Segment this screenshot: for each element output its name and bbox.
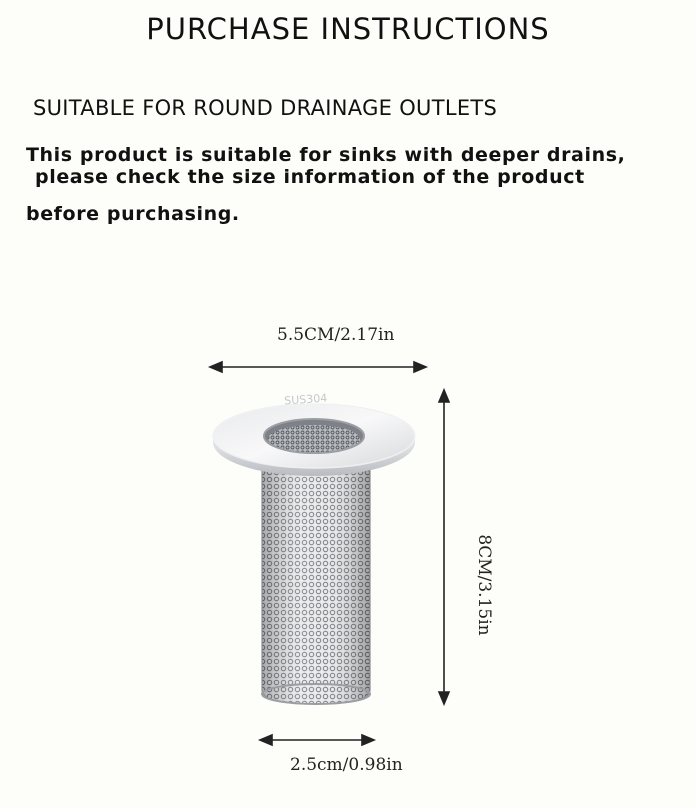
bottom-width-arrow <box>260 735 374 745</box>
flange <box>213 404 415 476</box>
description-line-1: This product is suitable for sinks with deeper drains, <box>26 144 626 166</box>
page-title: PURCHASE INSTRUCTIONS <box>146 12 550 46</box>
height-label: 8CM/3.15in <box>474 534 494 636</box>
top-width-label: 5.5CM/2.17in <box>277 325 395 345</box>
page-subtitle: SUITABLE FOR ROUND DRAINAGE OUTLETS <box>33 96 498 120</box>
mesh-tube <box>262 455 370 704</box>
description-line-2: please check the size information of the product <box>35 166 585 188</box>
description-line-3: before purchasing. <box>26 203 240 225</box>
height-arrow <box>439 390 449 704</box>
bottom-width-label: 2.5cm/0.98in <box>290 755 403 775</box>
material-stamp: SUS304 <box>283 391 328 408</box>
top-width-arrow <box>210 362 426 372</box>
